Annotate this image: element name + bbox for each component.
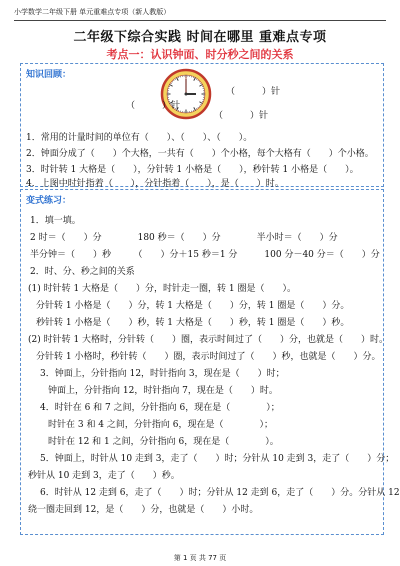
practice-line: 5．钟面上，时针从 10 走到 3，走了（ ）时；分针从 10 走到 3，走了（ ）分； [40, 454, 395, 464]
practice-line: 2．时、分、秒之间的关系 [30, 267, 135, 277]
header-divider [14, 20, 386, 21]
practice-line: (1) 时针转 1 大格是（ ）分，时针走一圈，转 1 圈是（ ）。 [28, 284, 297, 294]
practice-line: 时针在 12 和 1 之间，分针指向 6，现在是（ ）。 [48, 437, 279, 447]
practice-line: 秒针从 10 走到 3，走了（ ）秒。 [28, 471, 180, 481]
practice-line: 2 时＝（ ）分 180 秒＝（ ）分 半小时＝（ ）分 [30, 233, 338, 243]
clock-label-3: （ ）针 [214, 111, 269, 121]
review-q3: 3．时针转 1 大格是（ ），分针转 1 小格是（ ），秒针转 1 小格是（ ）。 [26, 165, 359, 175]
page-title: 二年级下综合实践 时间在哪里 重难点专项 [73, 30, 327, 45]
clock-label-2: （ ）针 [126, 101, 181, 111]
review-q2: 2．钟面分成了（ ）个大格，一共有（ ）个小格，每个大格有（ ）个小格。 [26, 149, 374, 159]
practice-line: 半分钟＝（ ）秒 （ ）分＋15 秒＝1 分 100 分－40 分＝（ ）分 [30, 250, 380, 260]
page-subtitle: 考点一：认识钟面、时分秒之间的关系 [106, 48, 294, 61]
practice-line: 分针转 1 小格是（ ）分，转 1 大格是（ ）分，转 1 圈是（ ）分。 [36, 301, 350, 311]
clock-icon [160, 68, 212, 120]
practice-line: (2) 时针转 1 大格时，分针转（ ）圈，表示时间过了（ ）分，也就是（ ）时。 [28, 335, 389, 345]
practice-line: 4．时针在 6 和 7 之间，分针指向 6，现在是（ ）； [40, 403, 280, 413]
page-footer: 第 1 页 共 77 页 [173, 554, 227, 562]
practice-tag: 变式练习： [26, 196, 72, 206]
review-tag: 知识回顾： [26, 70, 72, 80]
practice-line: 3．钟面上，分针指向 12，时针指向 3，现在是（ ）时； [40, 369, 285, 379]
clock-label-1: （ ）针 [226, 87, 281, 97]
practice-line: 绕一圈走回到 12，是（ ）分，也就是（ ）小时。 [28, 505, 259, 515]
practice-line: 1．填一填。 [30, 216, 81, 226]
top-note: 小学数学二年级下册 单元重难点专项（新人教版） [14, 8, 171, 16]
practice-line: 6．时针从 12 走到 6，走了（ ）时；分针从 12 走到 6，走了（ ）分。分针从 12 [40, 488, 400, 498]
practice-line: 时针在 3 和 4 之间，分针指向 6，现在是（ ）； [48, 420, 273, 430]
review-q1: 1．常用的计量时间的单位有（ ）、（ ）、（ ）。 [26, 133, 253, 143]
review-q4: 4．上图中时针指着（ ），分针指着（ ），是（ ）时。 [26, 179, 284, 189]
practice-line: 秒针转 1 小格是（ ）秒，转 1 大格是（ ）秒，转 1 圈是（ ）秒。 [36, 318, 350, 328]
practice-line: 钟面上，分针指向 12，时针指向 7，现在是（ ）时。 [48, 386, 278, 396]
practice-line: 分针转 1 小格时，秒针转（ ）圈，表示时间过了（ ）秒，也就是（ ）分。 [36, 352, 381, 362]
